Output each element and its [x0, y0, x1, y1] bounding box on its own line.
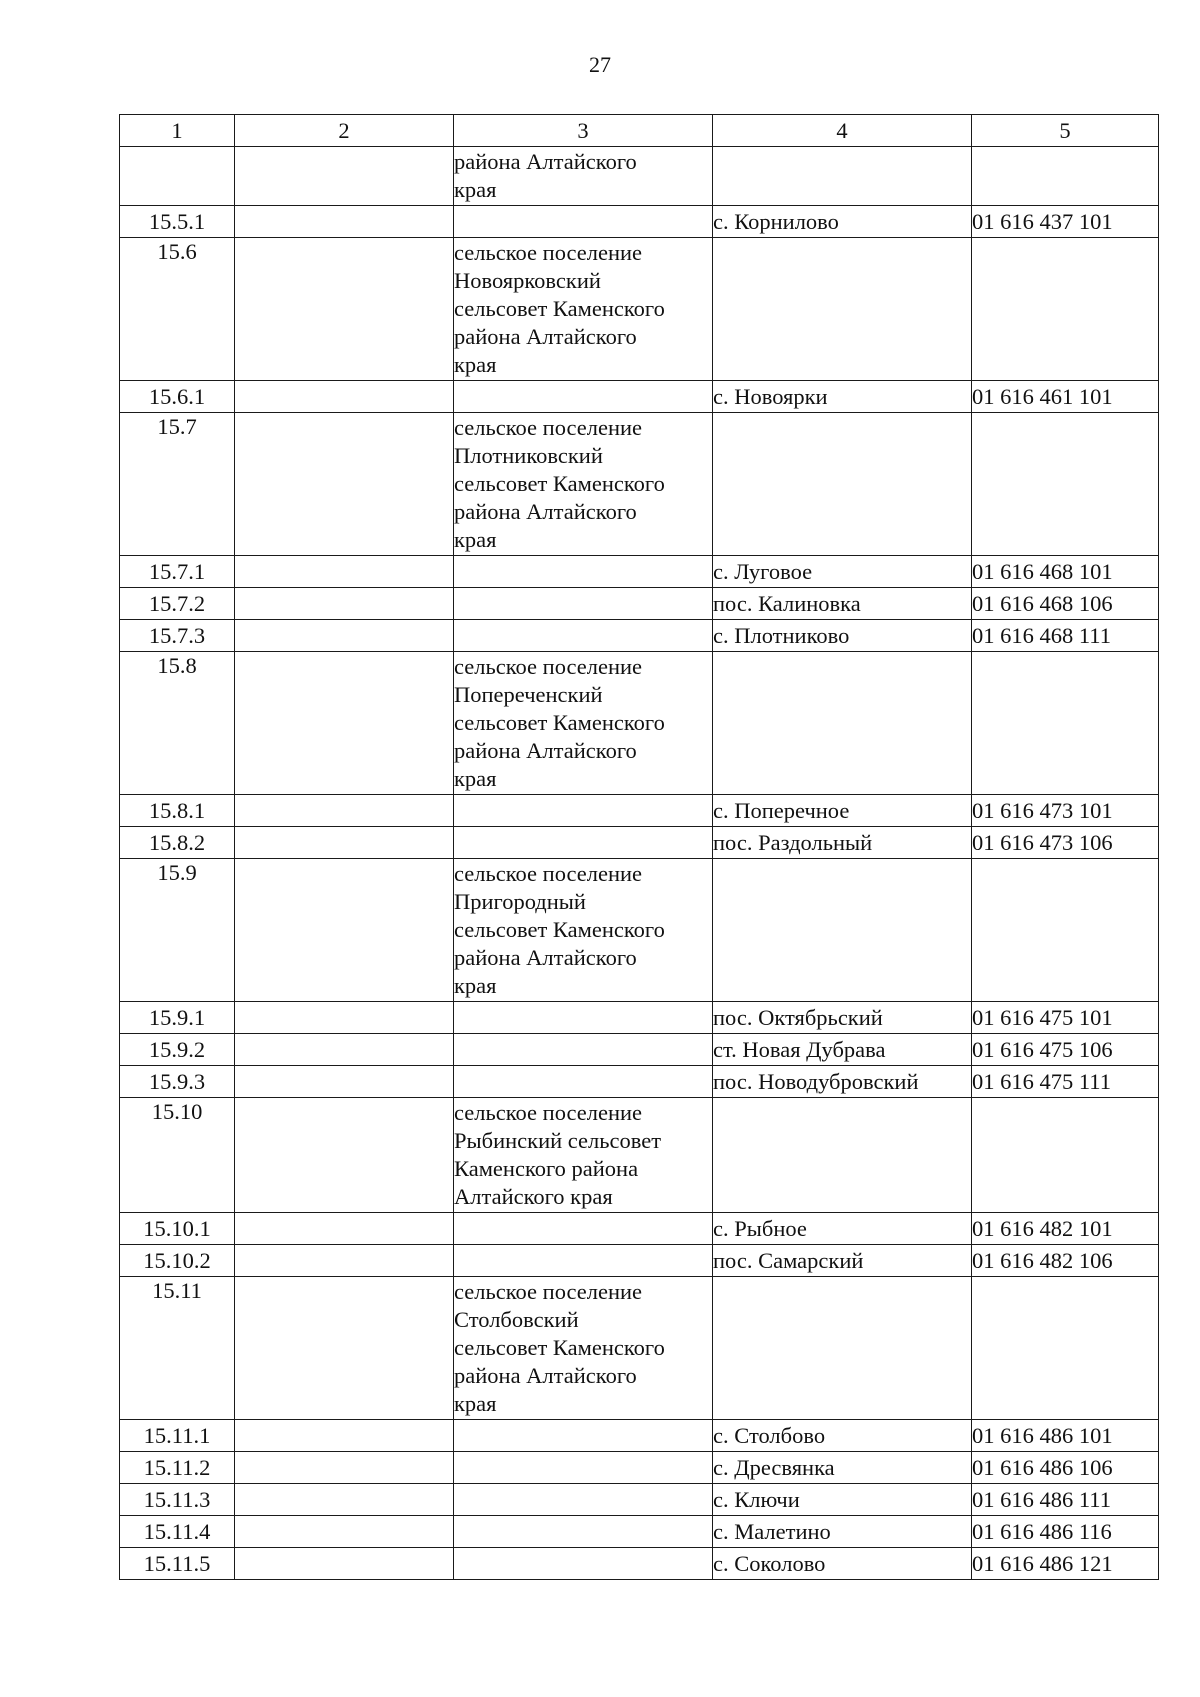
- municipality-name-line: Столбовский: [454, 1307, 579, 1332]
- municipality-name-cell: [454, 556, 713, 588]
- settlement-name-cell: [713, 652, 972, 795]
- column-header-3: 3: [454, 115, 713, 147]
- municipality-name-line: края: [454, 973, 497, 998]
- oktmo-code-cell: [972, 413, 1159, 556]
- oktmo-code-cell: [972, 859, 1159, 1002]
- oktmo-code-cell: 01 616 482 106: [972, 1245, 1159, 1277]
- settlement-name-cell: с. Новоярки: [713, 381, 972, 413]
- column-2-cell: [235, 1484, 454, 1516]
- municipality-row: [120, 1277, 1159, 1420]
- page-number: 27: [589, 52, 611, 77]
- settlement-name-cell: пос. Новодубровский: [713, 1066, 972, 1098]
- oktmo-code-cell: 01 616 486 111: [972, 1484, 1159, 1516]
- row-number: 15.11: [120, 1277, 235, 1420]
- oktmo-code-cell: 01 616 475 111: [972, 1066, 1159, 1098]
- municipality-name-cell: [454, 1484, 713, 1516]
- row-number: 15.10: [120, 1098, 235, 1213]
- municipality-name-cell: [454, 413, 713, 556]
- municipality-row: [120, 147, 1159, 206]
- settlement-row: [120, 1034, 1159, 1066]
- municipality-name-line: сельсовет Каменского: [454, 917, 665, 942]
- column-2-cell: [235, 620, 454, 652]
- municipality-name-line: района Алтайского: [454, 738, 637, 763]
- municipality-name-line: сельское поселение: [454, 1279, 643, 1304]
- oktmo-code-cell: 01 616 486 116: [972, 1516, 1159, 1548]
- municipality-name-line: края: [454, 352, 497, 377]
- column-2-cell: [235, 859, 454, 1002]
- municipality-name-cell: [454, 381, 713, 413]
- municipality-name-cell: [454, 206, 713, 238]
- oktmo-code-cell: 01 616 482 101: [972, 1213, 1159, 1245]
- column-2-cell: [235, 556, 454, 588]
- oktmo-code-cell: 01 616 473 101: [972, 795, 1159, 827]
- settlement-row: [120, 827, 1159, 859]
- municipality-row: [120, 238, 1159, 381]
- settlement-row: [120, 1002, 1159, 1034]
- column-2-cell: [235, 827, 454, 859]
- municipality-name-cell: [454, 1213, 713, 1245]
- settlement-row: [120, 381, 1159, 413]
- column-header-4: 4: [713, 115, 972, 147]
- municipality-name-line: Попереченский: [454, 682, 603, 707]
- oktmo-code-cell: 01 616 486 101: [972, 1420, 1159, 1452]
- oktmo-code-cell: [972, 147, 1159, 206]
- settlement-name-cell: [713, 238, 972, 381]
- column-2-cell: [235, 413, 454, 556]
- settlement-row: [120, 1484, 1159, 1516]
- row-number: 15.8.1: [120, 795, 235, 827]
- municipality-name-line: края: [454, 766, 497, 791]
- oktmo-code-cell: [972, 1098, 1159, 1213]
- municipality-name-cell: [454, 859, 713, 1002]
- municipality-name-line: Новоярковский: [454, 268, 601, 293]
- municipality-name-line: района Алтайского: [454, 149, 637, 174]
- column-2-cell: [235, 795, 454, 827]
- municipality-row: [120, 652, 1159, 795]
- row-number: 15.11.4: [120, 1516, 235, 1548]
- oktmo-code-cell: 01 616 461 101: [972, 381, 1159, 413]
- settlement-row: [120, 206, 1159, 238]
- settlement-row: [120, 1213, 1159, 1245]
- column-2-cell: [235, 588, 454, 620]
- oktmo-code-cell: [972, 238, 1159, 381]
- oktmo-code-cell: 01 616 468 101: [972, 556, 1159, 588]
- row-number: [120, 147, 235, 206]
- municipality-name-cell: [454, 1034, 713, 1066]
- row-number: 15.11.2: [120, 1452, 235, 1484]
- row-number: 15.7.2: [120, 588, 235, 620]
- settlement-row: [120, 1245, 1159, 1277]
- municipality-name-cell: [454, 620, 713, 652]
- row-number: 15.7.3: [120, 620, 235, 652]
- municipality-name-cell: [454, 1516, 713, 1548]
- municipality-name-cell: [454, 1277, 713, 1420]
- municipality-name-line: сельское поселение: [454, 415, 643, 440]
- row-number: 15.11.1: [120, 1420, 235, 1452]
- column-2-cell: [235, 381, 454, 413]
- oktmo-code-cell: 01 616 437 101: [972, 206, 1159, 238]
- row-number: 15.8: [120, 652, 235, 795]
- settlement-name-cell: с. Малетино: [713, 1516, 972, 1548]
- settlement-row: [120, 1420, 1159, 1452]
- settlement-name-cell: пос. Раздольный: [713, 827, 972, 859]
- settlement-name-cell: пос. Октябрьский: [713, 1002, 972, 1034]
- municipality-name-line: края: [454, 527, 497, 552]
- row-number: 15.8.2: [120, 827, 235, 859]
- row-number: 15.9: [120, 859, 235, 1002]
- settlement-row: [120, 588, 1159, 620]
- municipality-name-cell: [454, 1002, 713, 1034]
- column-2-cell: [235, 1277, 454, 1420]
- settlement-row: [120, 1066, 1159, 1098]
- municipality-name-cell: [454, 1098, 713, 1213]
- row-number: 15.9.3: [120, 1066, 235, 1098]
- settlement-name-cell: с. Столбово: [713, 1420, 972, 1452]
- municipality-name-line: района Алтайского: [454, 324, 637, 349]
- column-2-cell: [235, 1516, 454, 1548]
- municipality-name-line: сельсовет Каменского: [454, 471, 665, 496]
- oktmo-code-cell: 01 616 468 111: [972, 620, 1159, 652]
- column-2-cell: [235, 1420, 454, 1452]
- column-header-5: 5: [972, 115, 1159, 147]
- settlement-name-cell: с. Ключи: [713, 1484, 972, 1516]
- row-number: 15.6.1: [120, 381, 235, 413]
- settlement-row: [120, 795, 1159, 827]
- municipality-name-cell: [454, 795, 713, 827]
- settlement-name-cell: с. Рыбное: [713, 1213, 972, 1245]
- row-number: 15.10.2: [120, 1245, 235, 1277]
- municipality-row: [120, 859, 1159, 1002]
- column-2-cell: [235, 1098, 454, 1213]
- municipality-name-cell: [454, 1548, 713, 1580]
- settlement-row: [120, 556, 1159, 588]
- municipality-name-line: района Алтайского: [454, 499, 637, 524]
- row-number: 15.6: [120, 238, 235, 381]
- settlement-name-cell: с. Дресвянка: [713, 1452, 972, 1484]
- settlement-name-cell: [713, 1277, 972, 1420]
- municipality-row: [120, 413, 1159, 556]
- settlement-name-cell: с. Соколово: [713, 1548, 972, 1580]
- column-2-cell: [235, 1002, 454, 1034]
- settlement-row: [120, 620, 1159, 652]
- settlement-name-cell: пос. Калиновка: [713, 588, 972, 620]
- column-2-cell: [235, 1245, 454, 1277]
- municipality-name-line: сельсовет Каменского: [454, 710, 665, 735]
- municipality-name-line: края: [454, 177, 497, 202]
- column-2-cell: [235, 1213, 454, 1245]
- municipality-name-line: Плотниковский: [454, 443, 603, 468]
- row-number: 15.11.3: [120, 1484, 235, 1516]
- settlement-name-cell: с. Луговое: [713, 556, 972, 588]
- settlement-register-table: [119, 114, 1159, 1580]
- municipality-name-cell: [454, 652, 713, 795]
- row-number: 15.11.5: [120, 1548, 235, 1580]
- municipality-name-line: Пригородный: [454, 889, 586, 914]
- municipality-name-line: сельское поселение: [454, 240, 643, 265]
- oktmo-code-cell: 01 616 468 106: [972, 588, 1159, 620]
- column-header-2: 2: [235, 115, 454, 147]
- municipality-name-cell: [454, 238, 713, 381]
- municipality-row: [120, 1098, 1159, 1213]
- column-2-cell: [235, 1034, 454, 1066]
- municipality-name-line: Рыбинский сельсовет: [454, 1128, 662, 1153]
- municipality-name-line: сельсовет Каменского: [454, 1335, 665, 1360]
- row-number: 15.7: [120, 413, 235, 556]
- column-2-cell: [235, 1066, 454, 1098]
- settlement-name-cell: ст. Новая Дубрава: [713, 1034, 972, 1066]
- settlement-name-cell: пос. Самарский: [713, 1245, 972, 1277]
- oktmo-code-cell: 01 616 486 121: [972, 1548, 1159, 1580]
- column-2-cell: [235, 206, 454, 238]
- municipality-name-cell: [454, 1066, 713, 1098]
- municipality-name-line: сельсовет Каменского: [454, 296, 665, 321]
- row-number: 15.7.1: [120, 556, 235, 588]
- municipality-name-line: района Алтайского: [454, 1363, 637, 1388]
- municipality-name-line: района Алтайского: [454, 945, 637, 970]
- row-number: 15.5.1: [120, 206, 235, 238]
- oktmo-code-cell: [972, 1277, 1159, 1420]
- column-2-cell: [235, 1452, 454, 1484]
- settlement-row: [120, 1452, 1159, 1484]
- column-2-cell: [235, 147, 454, 206]
- municipality-name-line: сельское поселение: [454, 654, 643, 679]
- municipality-name-line: сельское поселение: [454, 1100, 643, 1125]
- table-body: [120, 147, 1159, 1580]
- oktmo-code-cell: [972, 652, 1159, 795]
- settlement-name-cell: [713, 1098, 972, 1213]
- settlement-name-cell: с. Поперечное: [713, 795, 972, 827]
- municipality-name-cell: [454, 1245, 713, 1277]
- municipality-name-cell: [454, 588, 713, 620]
- column-2-cell: [235, 1548, 454, 1580]
- municipality-name-line: сельское поселение: [454, 861, 643, 886]
- municipality-name-line: края: [454, 1391, 497, 1416]
- row-number: 15.10.1: [120, 1213, 235, 1245]
- municipality-name-line: Алтайского края: [454, 1184, 613, 1209]
- settlement-name-cell: [713, 413, 972, 556]
- settlement-row: [120, 1516, 1159, 1548]
- municipality-name-cell: [454, 1452, 713, 1484]
- settlement-name-cell: [713, 859, 972, 1002]
- oktmo-code-cell: 01 616 486 106: [972, 1452, 1159, 1484]
- column-2-cell: [235, 238, 454, 381]
- oktmo-code-cell: 01 616 473 106: [972, 827, 1159, 859]
- municipality-name-cell: [454, 147, 713, 206]
- column-2-cell: [235, 652, 454, 795]
- settlement-name-cell: [713, 147, 972, 206]
- settlement-name-cell: с. Корнилово: [713, 206, 972, 238]
- municipality-name-line: Каменского района: [454, 1156, 639, 1181]
- column-header-1: 1: [120, 115, 235, 147]
- oktmo-code-cell: 01 616 475 106: [972, 1034, 1159, 1066]
- municipality-name-cell: [454, 827, 713, 859]
- settlement-name-cell: с. Плотниково: [713, 620, 972, 652]
- row-number: 15.9.1: [120, 1002, 235, 1034]
- oktmo-code-cell: 01 616 475 101: [972, 1002, 1159, 1034]
- municipality-name-cell: [454, 1420, 713, 1452]
- settlement-row: [120, 1548, 1159, 1580]
- row-number: 15.9.2: [120, 1034, 235, 1066]
- header-row: [120, 115, 1159, 147]
